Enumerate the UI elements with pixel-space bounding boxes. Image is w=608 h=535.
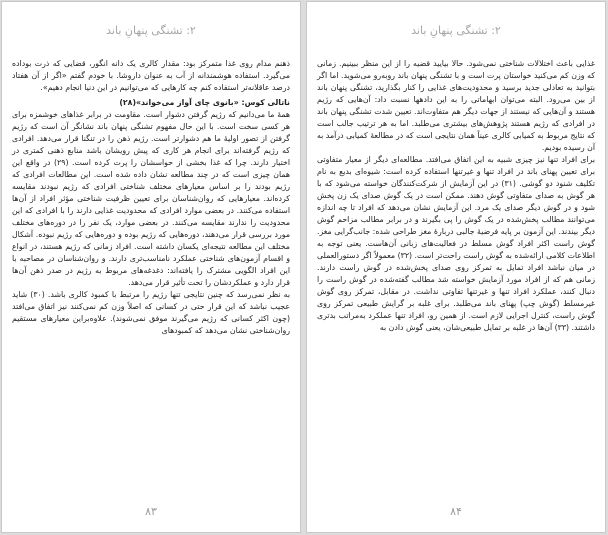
page-number: ۸۳ [145,505,157,518]
left-page [1,1,301,533]
running-head: ۲: تشنگی پنهانِ باند [106,24,196,37]
running-head: ۲: تشنگی پنهانِ باند [411,24,501,37]
page-body [317,58,595,334]
paragraph: ذهنم مدام روی غذا متمرکز بود: مقدار کالری یک دانه انگور، قضایی که ذرت بوداده می‌گیرد. استفاده هوشمندانه از آب به عنوان داروشا. با خودم گفتم «اگر از آن هفتاد درصد عاقلانه‌تر استفاده کنم چه کارهایی که می‌توانیم در این دنیا انجام دهیم». [12,59,290,92]
page-body [12,58,290,337]
paragraph: برای افراد تنها نیز چیزی شبیه به این اتفاق می‌افتد. مطالعه‌ای دیگر از معیار متفاوتی برای تعیین پهنای باند در افراد تنها و غیرتنها استفاده کرده است: شیوه‌ای بدیع به نام تکلیف شنود دو گوشی. (۳۱) در این آزمایش از شرکت‌کنندگان خواسته می‌شود که با هر گوش به صدای متفاوتی گوش دهند. ممکن است در یک گوش صدای یک زن پخش شود و در گوش دیگر صدای یک مرد. این آزمایش نشان می‌دهد که افراد تا چه اندازه می‌توانند مطالب پخش‌شده در یک گوش را پی بگیرند و در برابر مطالب مزاحم گوش دیگر بیندند. این آزمون بر پایه فرضیهٔ جالبی دربارهٔ مغز طراحی شده: جانب‌گرایی مغز. گوش راست اکثر افراد گوش مسلط در فعالیت‌های زبانی آن‌هاست. یعنی توجه به اطلاعات کلامی ارائه‌شده به گوش راست راحت‌تر است. (۳۲) معمولاً اگر دستورالعملی در میان نباشد افراد تمایل به تمرکز روی صدای پخش‌شده در گوش راست دارند. زمانی هم که از افراد مورد آزمایش خواسته شد مطالب گفته‌شده در گوش راست را دنبال کنند، عملکرد افراد تنها و غیرتنها تفاوتی نداشت. در مقابل، تمرکز روی گوش غیرمسلط (گوش چپ) پهنای باند می‌طلبد. برای غلبه بر گرایش طبیعی تمرکز روی گوش راست، کنترل اجرایی لازم است. از همین رو، افراد تنها عملکرد به‌مراتب بدتری داشتند. (۳۳) آن‌ها در غلبه بر تمایل طبیعی‌شان، یعنی گوش دادن به [317,155,596,332]
right-page [306,1,606,533]
paragraph: همهٔ ما می‌دانیم که رژیم گرفتن دشوار است. مقاومت در برابر غذاهای خوشمزه برای هر کسی سخت است. با این حال مفهوم تشنگی پنهان باند نشانگر آن است که رژیم گرفتن از تصور اولیهٔ ما هم دشوارتر است. رژیم ذهن را در تنگنا قرار می‌دهد. افرادی که رژیم گرفته‌اند برای انجام هر کاری که پیش رویشان باشد منابع ذهنی کمتری در اختیار دارند. چرا که غذا بخشی از حواسشان را پرت کرده است. (۲۹) در واقع این همان چیزی است که در چند مطالعه نشان داده شده است. این مطالعات افرادی که رژیم بودند را بر اساس معیارهای مختلف شناختی افرادی که رژیم نبودند مقایسه کرده‌اند. معیارهایی که روان‌شناسان برای تعیین ظرفیت شناختی مؤثر افراد از آن‌ها استفاده می‌کنند. در بعضی موارد افرادی که محدودیت غذایی دارند را با افرادی که این محدودیت را ندارند مقایسه می‌کنند. در بعضی موارد، یک نفر را در دوره‌های مختلف مورد بررسی قرار می‌دهند، دوره‌هایی که رژیم بوده و دوره‌هایی که رژیم نبوده. آشکال مختلف این مطالعه نتیجه‌ای یکسان داشته است. افراد زمانی که رژیم هستند، در انواع و اقسام آزمون‌های شناختی عملکرد نامناسب‌تری دارند. و روان‌شناسان در مصاحبه با این افراد الگویی مشترک را یافته‌اند: دغدغه‌های مربوط به رژیم در صدر ذهن آن‌ها قرار دارد و عملکردشان را تحت تأثیر قرار می‌دهد. [12,110,291,287]
paragraph: به نظر نمی‌رسد که چنین نتایجی تنها رژیم را مرتبط با کمبود کالری باشد. (۳۰) شاید عجیب نباشد که این قرار حتی در کسانی که اصلاً وزن کم نمی‌کنند نیز اتفاق می‌افتد (چون اکثر کسانی که رژیم می‌گیرند موفق نمی‌شوند). علاوه‌براین معیارهای مستقیم روان‌شناختی نشان می‌دهد که کمبودهای [12,290,291,335]
paragraph: غذایی باعث اختلالات شناختی نمی‌شود. حالا بیایید قضیه را از این منظر ببینیم. زمانی که وزن کم می‌کنید خواستان پرت است و با تشنگی پنهان باند روبه‌رو می‌شوید. اما اگر بتوانید به تعادلی جدید برسید و محدودیت‌های غذایی را کنار بگذارید، تشنگی پنهان باند از بین می‌رود. البته می‌توان ابهاماتی را به این دادهها نسبت داد: آن‌هایی که رژیم هستند و آن‌هایی که نیستند از جهات دیگر هم متفاوت‌اند. تعیین شدت تشنگی پنهان باند در افرادی که رژیم هستند پژوهش‌های بیشتری می‌طلبد. اما به هر ترتیب جالب است که نتایج مربوط به کمیابی کالری عیناً همان نتایجی است که در مطالعهٔ کمیابی درآمد به آن رسیده بودیم. [317,59,595,152]
section-heading: ناتالی کوس: «بانوی چای آواز می‌خواند»(۲۸) [119,98,290,107]
page-number: ۸۴ [450,505,462,518]
